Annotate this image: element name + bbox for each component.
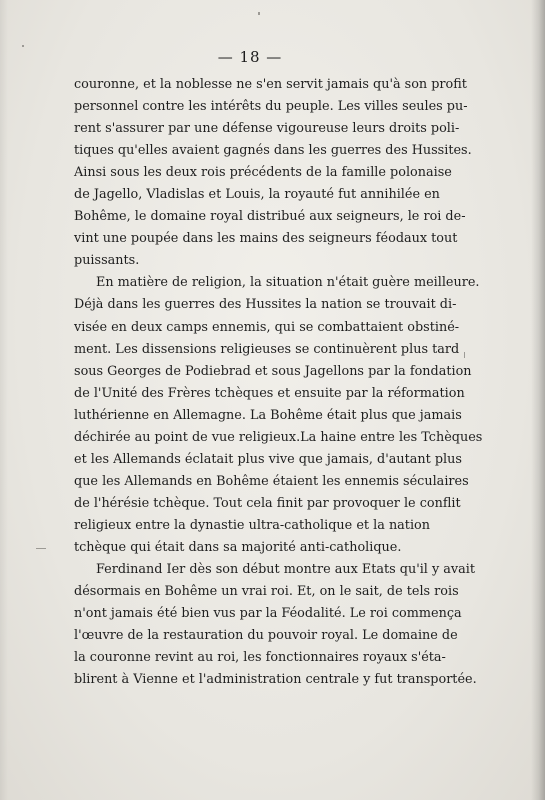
page-gutter-shadow [0, 0, 8, 800]
page-edge-shadow [531, 0, 545, 800]
text-line: n'ont jamais été bien vus par la Féodalité. Le roi commença [74, 606, 462, 622]
text-line: ment. Les dissensions religieuses se continuèrent plus tard [74, 341, 460, 357]
text-line: visée en deux camps ennemis, qui se combattaient obstiné- [74, 319, 460, 335]
text-line: la couronne revint au roi, les fonctionnaires royaux s'éta- [74, 650, 446, 666]
margin-mark [22, 45, 24, 47]
text-line: puissants. [74, 253, 140, 269]
margin-mark [464, 352, 465, 358]
text-line: Ainsi sous les deux rois précédents de la famille polonaise [74, 165, 452, 181]
text-line: désormais en Bohême un vrai roi. Et, on le sait, de tels rois [74, 584, 459, 600]
text-line: rent s'assurer par une défense vigoureuse leurs droits poli- [74, 121, 460, 137]
text-line: tiques qu'elles avaient gagnés dans les guerres des Hussites. [74, 143, 472, 159]
text-line: Bohême, le domaine royal distribué aux seigneurs, le roi de- [74, 209, 466, 225]
text-line: luthérienne en Allemagne. La Bohême était plus que jamais [74, 407, 462, 423]
text-line: de l'hérésie tchèque. Tout cela finit par provoquer le conflit [74, 495, 461, 511]
text-line: tchèque qui était dans sa majorité anti-catholique. [74, 539, 402, 555]
text-line: que les Allemands en Bohême étaient les ennemis séculaires [74, 473, 469, 489]
page-number: — 18 — [217, 48, 283, 66]
text-line: de l'Unité des Frères tchèques et ensuite par la réformation [74, 385, 465, 401]
text-line: couronne, et la noblesse ne s'en servit jamais qu'à son profit [74, 77, 467, 92]
text-line: et les Allemands éclatait plus vive que jamais, d'autant plus [74, 451, 462, 467]
body-text [74, 74, 483, 691]
margin-mark [36, 548, 46, 549]
text-line: l'œuvre de la restauration du pouvoir royal. Le domaine de [74, 628, 458, 644]
text-line: sous Georges de Podiebrad et sous Jagellons par la fondation [74, 363, 472, 379]
text-line: déchirée au point de vue religieux.La haine entre les Tchèques [74, 429, 483, 445]
text-line: En matière de religion, la situation n'était guère meilleure. [96, 275, 480, 291]
text-line: de Jagello, Vladislas et Louis, la royauté fut annihilée en [74, 187, 440, 203]
text-line: Déjà dans les guerres des Hussites la nation se trouvait di- [74, 297, 457, 313]
margin-mark [258, 12, 260, 15]
text-line: vint une poupée dans les mains des seigneurs féodaux tout [74, 231, 458, 247]
text-line: personnel contre les intérêts du peuple. Les villes seules pu- [74, 99, 468, 115]
text-line: blirent à Vienne et l'administration centrale y fut transportée. [74, 672, 477, 688]
text-line: religieux entre la dynastie ultra-catholique et la nation [74, 517, 430, 533]
text-line: Ferdinand Ier dès son début montre aux Etats qu'il y avait [96, 562, 475, 578]
